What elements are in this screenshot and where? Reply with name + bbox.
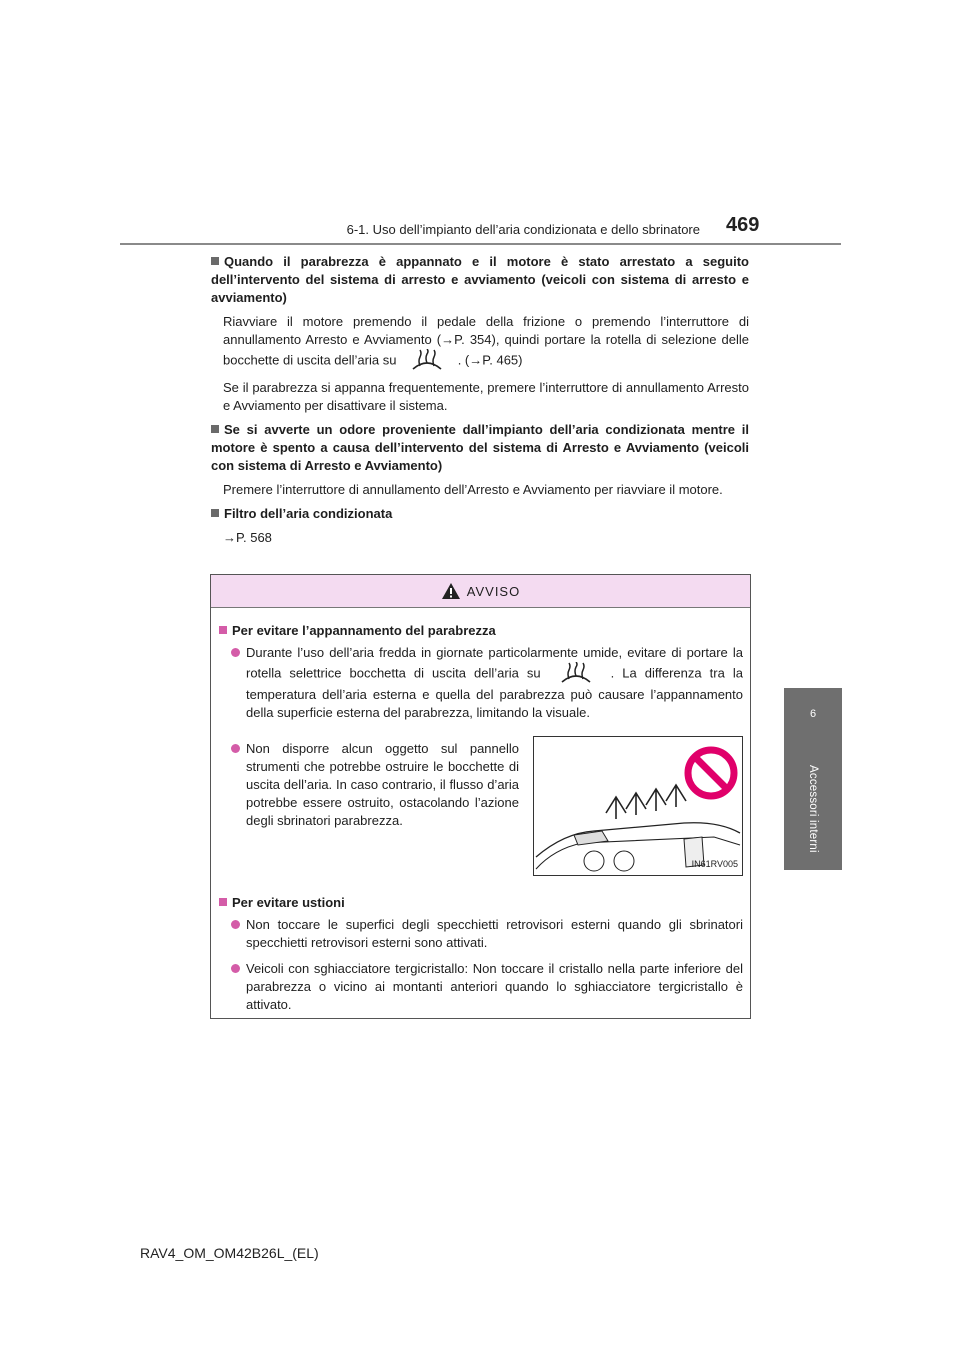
section-ac-filter: [211, 505, 749, 547]
chapter-tab-label: Accessori interni: [807, 765, 819, 853]
page-reference: →P. 568: [223, 530, 272, 545]
illustration-code: IN61RV005: [691, 859, 738, 869]
paragraph: Premere l’interruttore di annullamento dell’Arresto e Avviamento per riavviare il motore.: [223, 482, 723, 497]
document-code: RAV4_OM_OM42B26L_(EL): [140, 1245, 319, 1261]
warning-body: [211, 608, 750, 1014]
warning-triangle-icon: [441, 582, 461, 600]
square-bullet-icon: [211, 257, 219, 265]
main-content: [211, 253, 749, 553]
warning-group-title: Per evitare ustioni: [219, 894, 743, 912]
bullet-dot-icon: [231, 744, 240, 753]
warning-item: Durante l’uso dell’aria fredda in giornate particolarmente umide, evitare di portare la rotella selettrice bocchetta di uscita dell’aria su . La differenza tra la temperatura dell’aria esterna e quella del parabrezza può causare l’appannamento della superficie esterna del parabrezza, limitando la visuale.: [231, 644, 743, 722]
bullet-dot-icon: [231, 648, 240, 657]
paragraph: Se il parabrezza si appanna frequentemente, premere l’interruttore di annullamento Arresto e Avviamento per disattivare il sistema.: [223, 380, 749, 413]
section-stop-start-fog: [211, 253, 749, 415]
warning-item: Non disporre alcun oggetto sul pannello strumenti che potrebbe ostruire le bocchette di uscita dell’aria. In caso contrario, il flusso d’aria potrebbe essere ostruito, ostacolando l’azione degli sbrinatori parabrezza.: [231, 740, 519, 830]
bullet-dot-icon: [231, 964, 240, 973]
page-number: 469: [726, 214, 760, 236]
square-bullet-icon: [211, 509, 219, 517]
section-odor: [211, 421, 749, 499]
warning-group-title: Per evitare l’appannamento del parabrezza: [219, 622, 743, 640]
paragraph: Riavviare il motore premendo il pedale della frizione o premendo l’interruttore di annullamento Arresto e Avviamento (→P. 354), quindi portare la rotella di selezione delle bocchette di uscita dell’aria su . (→P. 465): [223, 313, 749, 373]
warning-box: [210, 574, 751, 1019]
square-bullet-icon: [211, 425, 219, 433]
section-title: Filtro dell’aria condizionata: [211, 505, 749, 523]
square-bullet-icon: [219, 626, 227, 634]
warning-item: Veicoli con sghiacciatore tergicristallo: Non toccare il cristallo nella parte inferiore del parabrezza o vicino ai montanti anteriori quando lo sghiacciatore tergicristallo è attivato.: [231, 960, 743, 1014]
header-section-title: 6-1. Uso dell’impianto dell’aria condizionata e dello sbrinatore: [346, 222, 700, 237]
warning-header: [211, 575, 750, 608]
warning-item: Non toccare le superfici degli specchietti retrovisori esterni quando gli sbrinatori specchietti retrovisori esterni sono attivati.: [231, 916, 743, 952]
warning-title: AVVISO: [466, 583, 521, 599]
bullet-dot-icon: [231, 920, 240, 929]
windshield-defroster-icon: [410, 349, 444, 373]
chapter-tab-number: 6: [784, 688, 842, 748]
windshield-defroster-icon: [559, 662, 593, 686]
dashboard-illustration: [533, 736, 743, 876]
section-title: Se si avverte un odore proveniente dall’impianto dell’aria condizionata mentre il motore è spento a causa dell’intervento del sistema di Arresto e Avviamento (veicoli con sistema di Arresto e Avviamento): [211, 422, 749, 473]
section-title: Quando il parabrezza è appannato e il motore è stato arrestato a seguito dell’intervento del sistema di arresto e avviamento (veicoli con sistema di arresto e avviamento): [211, 254, 749, 305]
warning-item-with-illustration: [219, 736, 743, 876]
header-divider: [120, 243, 841, 245]
square-bullet-icon: [219, 898, 227, 906]
